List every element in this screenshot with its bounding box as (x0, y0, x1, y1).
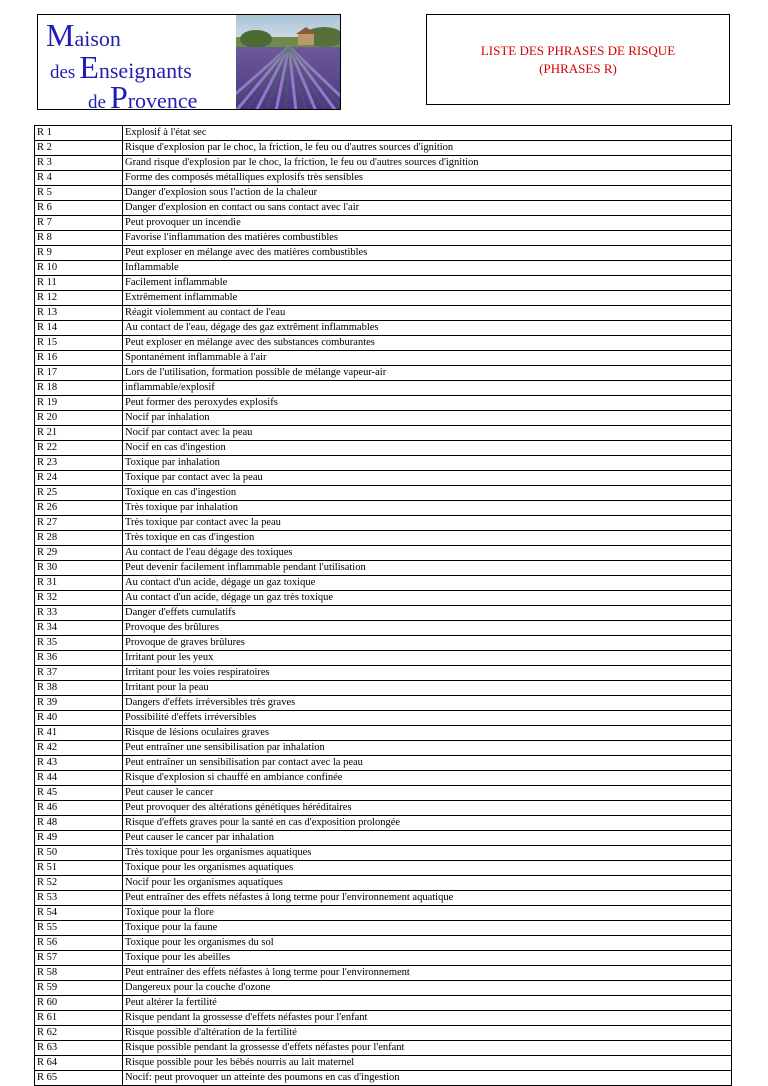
risk-description-cell: Très toxique pour les organismes aquatiques (123, 846, 732, 861)
risk-description-cell: Danger d'explosion sous l'action de la chaleur (123, 186, 732, 201)
table-row (35, 621, 732, 636)
table-row (35, 276, 732, 291)
table-row (35, 771, 732, 786)
risk-description-cell: Nocif par inhalation (123, 411, 732, 426)
risk-description-cell: Danger d'effets cumulatifs (123, 606, 732, 621)
table-row (35, 681, 732, 696)
risk-description-cell: Facilement inflammable (123, 276, 732, 291)
risk-code-cell: R 27 (35, 516, 123, 531)
risk-description-cell: Irritant pour les yeux (123, 651, 732, 666)
table-row (35, 216, 732, 231)
risk-code-cell: R 7 (35, 216, 123, 231)
risk-code-cell: R 48 (35, 816, 123, 831)
document-title-box (426, 14, 730, 105)
table-row (35, 966, 732, 981)
table-row (35, 726, 732, 741)
risk-description-cell: inflammable/explosif (123, 381, 732, 396)
table-row (35, 1011, 732, 1026)
risk-code-cell: R 63 (35, 1041, 123, 1056)
risk-description-cell: Risque de lésions oculaires graves (123, 726, 732, 741)
table-row (35, 846, 732, 861)
risk-description-cell: Toxique pour les organismes aquatiques (123, 861, 732, 876)
risk-description-cell: Peut entraîner un sensibilisation par contact avec la peau (123, 756, 732, 771)
table-row (35, 1041, 732, 1056)
risk-code-cell: R 38 (35, 681, 123, 696)
table-row (35, 891, 732, 906)
risk-description-cell: Peut causer le cancer par inhalation (123, 831, 732, 846)
table-row (35, 1026, 732, 1041)
risk-description-cell: Peut devenir facilement inflammable pendant l'utilisation (123, 561, 732, 576)
table-row (35, 486, 732, 501)
risk-code-cell: R 13 (35, 306, 123, 321)
table-row (35, 411, 732, 426)
table-row (35, 696, 732, 711)
risk-code-cell: R 9 (35, 246, 123, 261)
risk-description-cell: Nocif: peut provoquer un atteinte des poumons en cas d'ingestion (123, 1071, 732, 1086)
risk-code-cell: R 4 (35, 171, 123, 186)
risk-description-cell: Irritant pour les voies respiratoires (123, 666, 732, 681)
logo-initial-m: M (46, 17, 75, 53)
table-row (35, 711, 732, 726)
risk-code-cell: R 10 (35, 261, 123, 276)
risk-code-cell: R 32 (35, 591, 123, 606)
risk-description-cell: Dangereux pour la couche d'ozone (123, 981, 732, 996)
risk-code-cell: R 22 (35, 441, 123, 456)
table-row (35, 606, 732, 621)
risk-description-cell: Peut former des peroxydes explosifs (123, 396, 732, 411)
risk-code-cell: R 12 (35, 291, 123, 306)
table-row (35, 246, 732, 261)
risk-description-cell: Extrêmement inflammable (123, 291, 732, 306)
risk-code-cell: R 55 (35, 921, 123, 936)
risk-code-cell: R 25 (35, 486, 123, 501)
risk-description-cell: Peut entraîner une sensibilisation par inhalation (123, 741, 732, 756)
table-row (35, 816, 732, 831)
table-row (35, 786, 732, 801)
table-row (35, 291, 732, 306)
risk-code-cell: R 52 (35, 876, 123, 891)
risk-code-cell: R 21 (35, 426, 123, 441)
risk-description-cell: Irritant pour la peau (123, 681, 732, 696)
table-row (35, 306, 732, 321)
table-row (35, 321, 732, 336)
table-row (35, 651, 732, 666)
risk-description-cell: Peut entraîner des effets néfastes à long terme pour l'environnement (123, 966, 732, 981)
risk-code-cell: R 64 (35, 1056, 123, 1071)
table-row (35, 126, 732, 141)
document-title: LISTE DES PHRASES DE RISQUE (480, 42, 676, 58)
risk-code-cell: R 57 (35, 951, 123, 966)
risk-description-cell: Risque pendant la grossesse d'effets néfastes pour l'enfant (123, 1011, 732, 1026)
risk-description-cell: Forme des composés métalliques explosifs très sensibles (123, 171, 732, 186)
risk-code-cell: R 14 (35, 321, 123, 336)
risk-code-cell: R 26 (35, 501, 123, 516)
table-row (35, 441, 732, 456)
table-row (35, 426, 732, 441)
risk-code-cell: R 23 (35, 456, 123, 471)
risk-description-cell: Provoque de graves brûlures (123, 636, 732, 651)
risk-code-cell: R 34 (35, 621, 123, 636)
risk-code-cell: R 35 (35, 636, 123, 651)
risk-description-cell: Nocif pour les organismes aquatiques (123, 876, 732, 891)
table-row (35, 1071, 732, 1086)
risk-code-cell: R 33 (35, 606, 123, 621)
logo-word-nseignants: nseignants (98, 58, 192, 83)
risk-description-cell: Au contact d'un acide, dégage un gaz toxique (123, 576, 732, 591)
risk-description-cell: Risque possible pendant la grossesse d'effets néfastes pour l'enfant (123, 1041, 732, 1056)
risk-code-cell: R 30 (35, 561, 123, 576)
risk-description-cell: Toxique pour les abeilles (123, 951, 732, 966)
risk-description-cell: Lors de l'utilisation, formation possible de mélange vapeur-air (123, 366, 732, 381)
risk-description-cell: Risque d'effets graves pour la santé en cas d'exposition prolongée (123, 816, 732, 831)
table-row (35, 666, 732, 681)
risk-description-cell: Peut entraîner des effets néfastes à long terme pour l'environnement aquatique (123, 891, 732, 906)
risk-code-cell: R 43 (35, 756, 123, 771)
risk-code-cell: R 51 (35, 861, 123, 876)
lavender-field-photo (236, 15, 341, 110)
table-row (35, 261, 732, 276)
risk-code-cell: R 24 (35, 471, 123, 486)
table-row (35, 636, 732, 651)
risk-code-cell: R 60 (35, 996, 123, 1011)
table-row (35, 591, 732, 606)
logo-line-maison (46, 19, 121, 51)
risk-code-cell: R 56 (35, 936, 123, 951)
table-row (35, 756, 732, 771)
risk-code-cell: R 58 (35, 966, 123, 981)
risk-description-cell: Danger d'explosion en contact ou sans contact avec l'air (123, 201, 732, 216)
risk-code-cell: R 18 (35, 381, 123, 396)
risk-code-cell: R 62 (35, 1026, 123, 1041)
table-row (35, 156, 732, 171)
risk-description-cell: Peut exploser en mélange avec des matières combustibles (123, 246, 732, 261)
risk-description-cell: Grand risque d'explosion par le choc, la friction, le feu ou d'autres sources d'ignition (123, 156, 732, 171)
risk-description-cell: Risque possible d'altération de la fertilité (123, 1026, 732, 1041)
risk-code-cell: R 16 (35, 351, 123, 366)
logo-word-des: des (50, 62, 76, 83)
logo-word-de: de (88, 92, 106, 110)
risk-description-cell: Provoque des brûlures (123, 621, 732, 636)
table-row (35, 351, 732, 366)
risk-description-cell: Peut provoquer un incendie (123, 216, 732, 231)
risk-code-cell: R 44 (35, 771, 123, 786)
table-row (35, 516, 732, 531)
risk-description-cell: Risque d'explosion si chauffé en ambiance confinée (123, 771, 732, 786)
table-row (35, 831, 732, 846)
table-row (35, 231, 732, 246)
risk-description-cell: Au contact de l'eau dégage des toxiques (123, 546, 732, 561)
risk-code-cell: R 53 (35, 891, 123, 906)
risk-description-cell: Toxique en cas d'ingestion (123, 486, 732, 501)
risk-code-cell: R 49 (35, 831, 123, 846)
logo-initial-p: P (109, 79, 128, 110)
table-row (35, 981, 732, 996)
risk-code-cell: R 54 (35, 906, 123, 921)
risk-code-cell: R 2 (35, 141, 123, 156)
table-row (35, 501, 732, 516)
risk-description-cell: Très toxique en cas d'ingestion (123, 531, 732, 546)
risk-code-cell: R 40 (35, 711, 123, 726)
risk-description-cell: Très toxique par inhalation (123, 501, 732, 516)
risk-code-cell: R 29 (35, 546, 123, 561)
table-row (35, 876, 732, 891)
risk-code-cell: R 31 (35, 576, 123, 591)
logo-line-provence (88, 81, 197, 110)
table-row (35, 576, 732, 591)
risk-description-cell: Toxique pour les organismes du sol (123, 936, 732, 951)
risk-description-cell: Toxique par contact avec la peau (123, 471, 732, 486)
risk-description-cell: Favorise l'inflammation des matières combustibles (123, 231, 732, 246)
risk-description-cell: Explosif à l'état sec (123, 126, 732, 141)
logo-word-rovence: rovence (127, 88, 198, 110)
risk-description-cell: Spontanément inflammable à l'air (123, 351, 732, 366)
risk-code-cell: R 1 (35, 126, 123, 141)
risk-code-cell: R 11 (35, 276, 123, 291)
logo-initial-e: E (79, 49, 99, 85)
document-subtitle: (PHRASES R) (539, 60, 617, 76)
table-row (35, 1056, 732, 1071)
risk-code-cell: R 39 (35, 696, 123, 711)
risk-code-cell: R 37 (35, 666, 123, 681)
risk-code-cell: R 28 (35, 531, 123, 546)
risk-phrases-table (34, 125, 732, 1086)
risk-description-cell: Inflammable (123, 261, 732, 276)
risk-code-cell: R 61 (35, 1011, 123, 1026)
table-row (35, 921, 732, 936)
risk-description-cell: Dangers d'effets irréversibles très graves (123, 696, 732, 711)
risk-code-cell: R 6 (35, 201, 123, 216)
risk-description-cell: Toxique pour la flore (123, 906, 732, 921)
risk-code-cell: R 59 (35, 981, 123, 996)
table-row (35, 171, 732, 186)
table-row (35, 741, 732, 756)
table-row (35, 561, 732, 576)
table-row (35, 801, 732, 816)
table-row (35, 936, 732, 951)
table-row (35, 396, 732, 411)
table-row (35, 186, 732, 201)
risk-description-cell: Au contact d'un acide, dégage un gaz très toxique (123, 591, 732, 606)
risk-description-cell: Risque d'explosion par le choc, la friction, le feu ou d'autres sources d'ignition (123, 141, 732, 156)
table-row (35, 141, 732, 156)
risk-code-cell: R 20 (35, 411, 123, 426)
table-row (35, 366, 732, 381)
risk-code-cell: R 50 (35, 846, 123, 861)
table-row (35, 381, 732, 396)
risk-description-cell: Très toxique par contact avec la peau (123, 516, 732, 531)
risk-code-cell: R 19 (35, 396, 123, 411)
table-row (35, 861, 732, 876)
risk-description-cell: Nocif par contact avec la peau (123, 426, 732, 441)
risk-code-cell: R 36 (35, 651, 123, 666)
risk-code-cell: R 5 (35, 186, 123, 201)
table-row (35, 996, 732, 1011)
logo (37, 14, 341, 110)
table-row (35, 471, 732, 486)
table-row (35, 906, 732, 921)
risk-code-cell: R 45 (35, 786, 123, 801)
table-row (35, 951, 732, 966)
risk-description-cell: Au contact de l'eau, dégage des gaz extrêment inflammables (123, 321, 732, 336)
table-row (35, 531, 732, 546)
risk-description-cell: Toxique par inhalation (123, 456, 732, 471)
risk-description-cell: Nocif en cas d'ingestion (123, 441, 732, 456)
table-row (35, 546, 732, 561)
logo-word-aison: aison (74, 26, 121, 51)
table-row (35, 201, 732, 216)
risk-code-cell: R 8 (35, 231, 123, 246)
risk-code-cell: R 3 (35, 156, 123, 171)
logo-text (38, 15, 238, 110)
risk-description-cell: Réagit violemment au contact de l'eau (123, 306, 732, 321)
risk-description-cell: Possibilité d'effets irréversibles (123, 711, 732, 726)
risk-description-cell: Peut provoquer des altérations génétiques héréditaires (123, 801, 732, 816)
risk-description-cell: Peut causer le cancer (123, 786, 732, 801)
risk-description-cell: Toxique pour la faune (123, 921, 732, 936)
risk-code-cell: R 46 (35, 801, 123, 816)
risk-code-cell: R 42 (35, 741, 123, 756)
risk-code-cell: R 65 (35, 1071, 123, 1086)
risk-phrases-body (35, 126, 732, 1086)
risk-code-cell: R 41 (35, 726, 123, 741)
risk-description-cell: Peut exploser en mélange avec des substances comburantes (123, 336, 732, 351)
risk-code-cell: R 15 (35, 336, 123, 351)
risk-code-cell: R 17 (35, 366, 123, 381)
table-row (35, 456, 732, 471)
risk-description-cell: Peut altérer la fertilité (123, 996, 732, 1011)
risk-description-cell: Risque possible pour les bébés nourris au lait maternel (123, 1056, 732, 1071)
table-row (35, 336, 732, 351)
